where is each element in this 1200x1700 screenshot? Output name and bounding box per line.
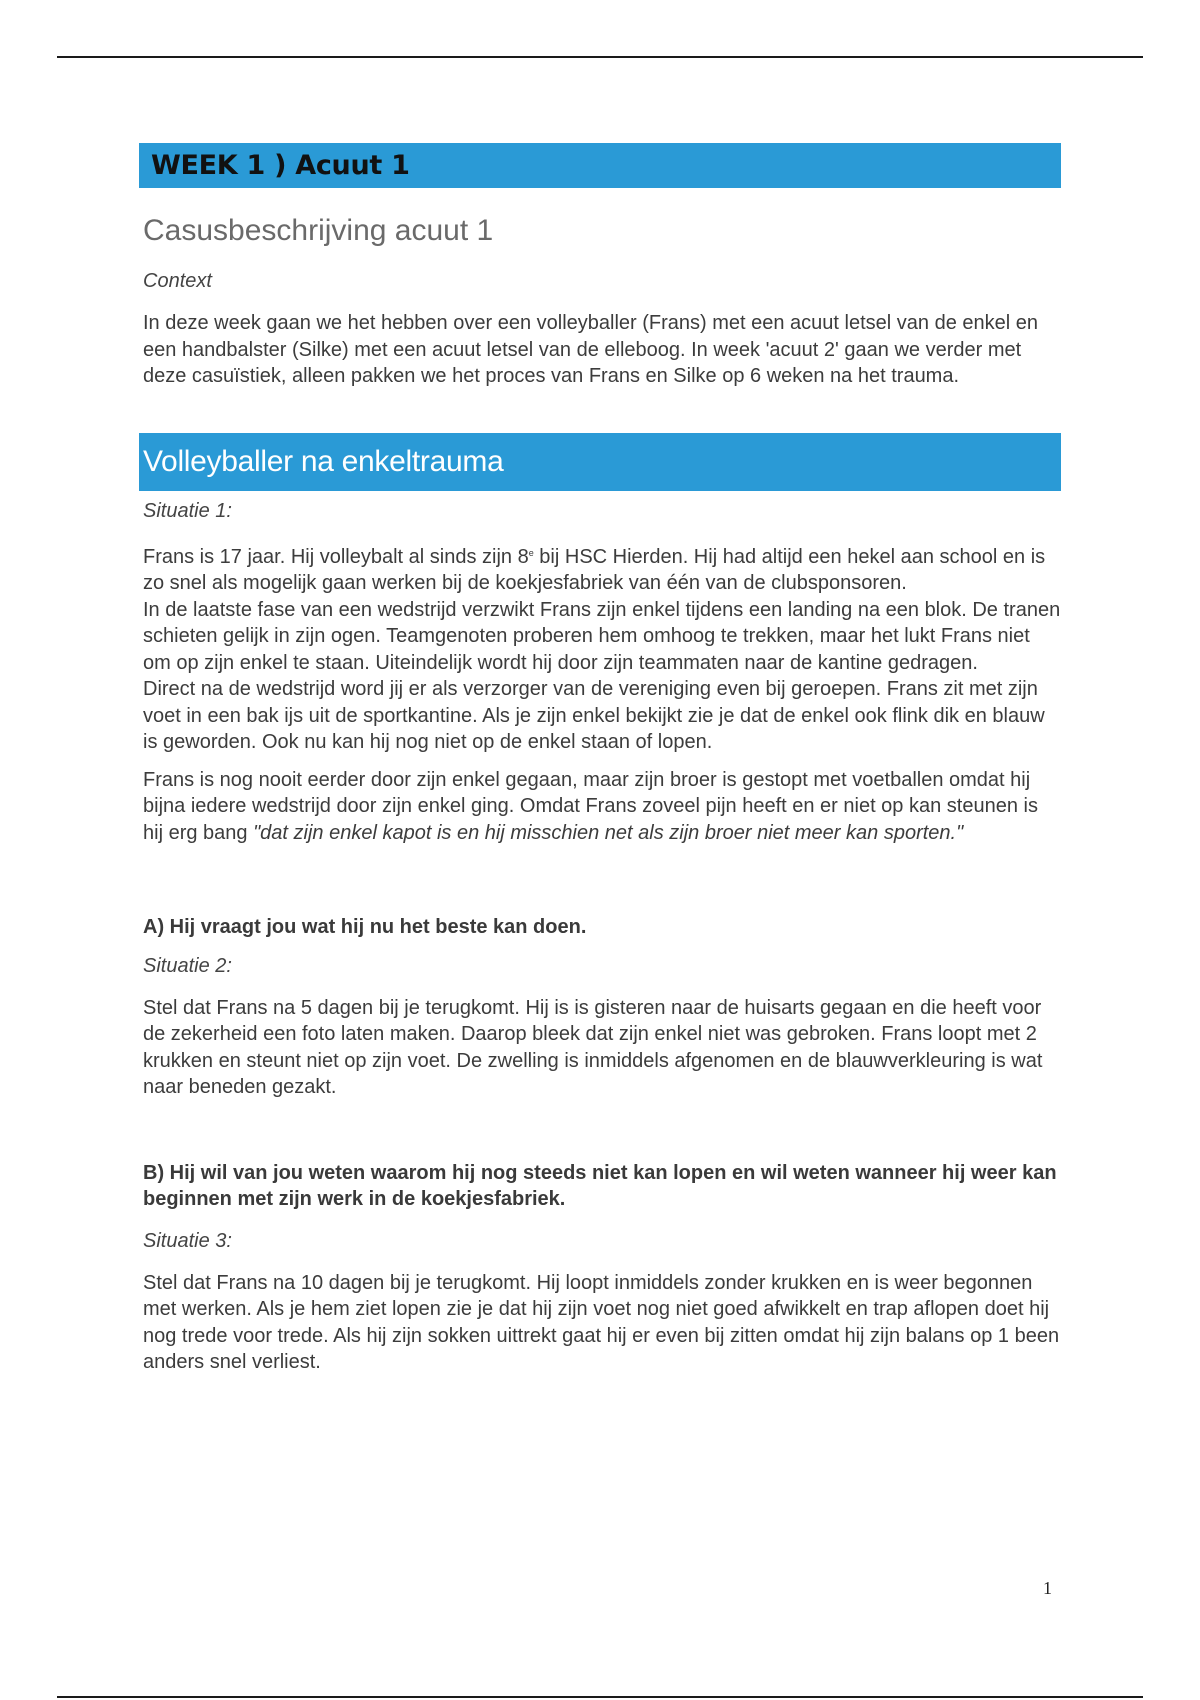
situation-1-label: Situatie 1:: [143, 499, 232, 522]
situation-1-text-b: bij HSC Hierden. Hij had altijd een hekel aan school en is zo snel als mogelijk gaan werken bij de koekjesfabriek van één van de clubsponsoren.: [143, 545, 1046, 594]
situation-3-paragraph: Stel dat Frans na 10 dagen bij je terugkomt. Hij loopt inmiddels zonder krukken en is weer begonnen met werken. Als je hem ziet lopen zie je dat hij zijn voet nog niet goed afwikkelt en trap aflopen doet hij nog trede voor trede. Als hij zijn sokken uittrekt gaat hij er even bij zitten omdat hij zijn balans op 1 been anders snel verliest.: [143, 1271, 1060, 1373]
top-rule: [57, 56, 1143, 58]
week-title-banner: [139, 143, 1061, 188]
ordinal-superscript: e: [528, 547, 534, 558]
frans-quote: "dat zijn enkel kapot is en hij misschien net als zijn broer niet meer kan sporten.": [253, 821, 964, 844]
situation-3-label: Situatie 3:: [143, 1229, 232, 1252]
situation-2-label: Situatie 2:: [143, 954, 232, 977]
document-content: [139, 143, 1061, 1376]
section-title: Volleyballer na enkeltrauma: [143, 444, 504, 478]
page-number: 1: [1043, 1578, 1052, 1598]
situation-1-text-a: Frans is 17 jaar. Hij volleybalt al sinds zijn 8: [143, 545, 529, 568]
situation-1-paragraph-4: [143, 767, 1061, 847]
question-b: B) Hij wil van jou weten waarom hij nog steeds niet kan lopen en wil weten wanneer hij weer kan beginnen met zijn werk in de koekjesfabriek.: [143, 1161, 1057, 1210]
situation-1-paragraph-3: Direct na de wedstrijd word jij er als verzorger van de vereniging even bij geroepen. Frans zit met zijn voet in een bak ijs uit de sportkantine. Als je zijn enkel bekijkt zie je dat de enkel ook flink dik en blauw is geworden. Ook nu kan hij nog niet op de enkel staan of lopen.: [143, 678, 1045, 753]
question-a: A) Hij vraagt jou wat hij nu het beste kan doen.: [143, 916, 587, 938]
week-title: WEEK 1 ) Acuut 1: [151, 150, 410, 181]
bottom-rule: [57, 1696, 1143, 1698]
situation-1-paragraph-1: [143, 540, 1061, 597]
section-title-banner: [139, 433, 1061, 491]
situation-2-paragraph: Stel dat Frans na 5 dagen bij je terugkomt. Hij is is gisteren naar de huisarts gegaan en die heeft voor de zekerheid een foto laten maken. Daarop bleek dat zijn enkel niet was gebroken. Frans loopt met 2 krukken en steunt niet op zijn voet. De zwelling is inmiddels afgenomen en de blauwverkleuring is wat naar beneden gezakt.: [143, 996, 1043, 1098]
context-paragraph: In deze week gaan we het hebben over een volleyballer (Frans) met een acuut letsel van de enkel en een handbalster (Silke) met een acuut letsel van de elleboog. In week 'acuut 2' gaan we verder met deze casuïstiek, alleen pakken we het proces van Frans en Silke op 6 weken na het trauma.: [143, 312, 1038, 387]
situation-1-paragraph-2: In de laatste fase van een wedstrijd verzwikt Frans zijn enkel tijdens een landing na een blok. De tranen schieten gelijk in zijn ogen. Teamgenoten proberen hem omhoog te trekken, maar het lukt Frans niet om op zijn enkel te staan. Uiteindelijk wordt hij door zijn teammaten naar de kantine gedragen.: [143, 598, 1061, 674]
situation-1-text-c: Frans is nog nooit eerder door zijn enkel gegaan, maar zijn broer is gestopt met voetballen omdat hij bijna iedere wedstrijd door zijn enkel ging. Omdat Frans zoveel pijn heeft en er niet op kan steunen is hij erg bang: [143, 768, 1038, 844]
context-label: Context: [143, 270, 212, 292]
case-subtitle: Casusbeschrijving acuut 1: [143, 214, 494, 247]
